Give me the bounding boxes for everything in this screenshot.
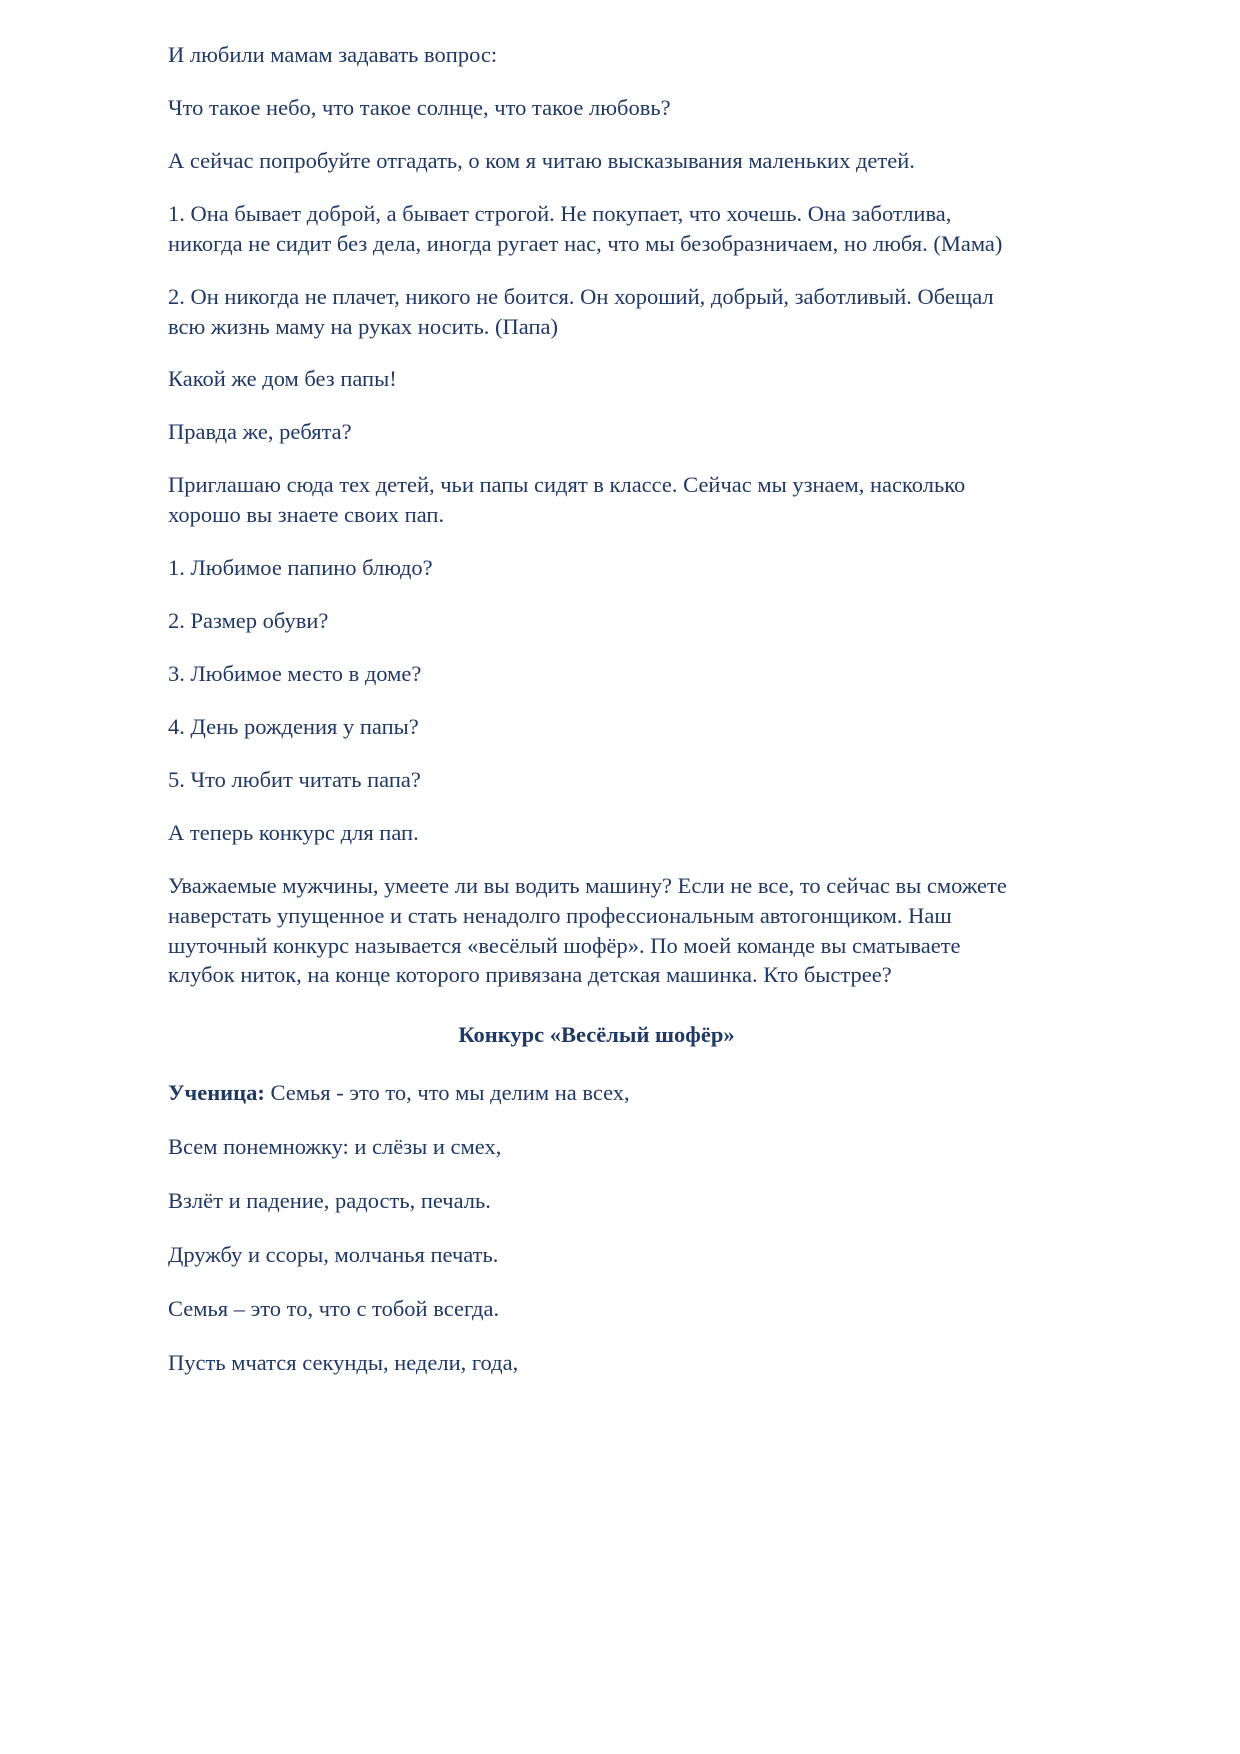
paragraph-riddle-2: 2. Он никогда не плачет, никого не боится. Он хороший, добрый, заботливый. Обещал всю жизнь маму на руках носить. (Папа): [168, 283, 994, 339]
paragraph-quiz-4: 4. День рождения у папы?: [168, 713, 419, 739]
paragraph-riddle-1: 1. Она бывает доброй, а бывает строгой. Не покупает, что хочешь. Она заботлива, никогда не сидит без дела, иногда ругает нас, что мы безобразничаем, но любя. (Мама): [168, 200, 1003, 256]
paragraph-house-without-dad: Какой же дом без папы!: [168, 366, 397, 392]
paragraph-quiz-1: 1. Любимое папино блюдо?: [168, 555, 433, 581]
section-heading-contest: Конкурс «Весёлый шофёр»: [458, 1022, 735, 1048]
paragraph-quiz-3: 3. Любимое место в доме?: [168, 660, 422, 686]
verse-first-line: [168, 1078, 1025, 1108]
speaker-label: Ученица:: [168, 1080, 265, 1106]
document-body: [168, 40, 1025, 1378]
paragraph-right-kids: Правда же, ребята?: [168, 419, 352, 445]
paragraph-contest-rules: Уважаемые мужчины, умеете ли вы водить машину? Если не все, то сейчас вы сможете наверстать упущенное и стать ненадолго профессиональным автогонщиком. Наш шуточный конкурс называется «весёлый шофёр». По моей команде вы сматываете клубок ниток, на конце которого привязана детская машинка. Кто быстрее?: [168, 872, 1007, 988]
paragraph-quiz-5: 5. Что любит читать папа?: [168, 766, 421, 792]
paragraph-question: Что такое небо, что такое солнце, что такое любовь?: [168, 94, 671, 120]
paragraph-contest-for-dads: А теперь конкурс для пап.: [168, 819, 419, 845]
paragraph-guess-intro: А сейчас попробуйте отгадать, о ком я читаю высказывания маленьких детей.: [168, 147, 915, 173]
verse-line: Взлёт и падение, радость, печаль.: [168, 1188, 491, 1214]
verse-line: Пусть мчатся секунды, недели, года,: [168, 1349, 519, 1375]
paragraph-invite-children: Приглашаю сюда тех детей, чьи папы сидят в классе. Сейчас мы узнаем, насколько хорошо вы знаете своих пап.: [168, 472, 966, 528]
paragraph-quiz-2: 2. Размер обуви?: [168, 608, 329, 634]
verse-line-text: Семья - это то, что мы делим на всех,: [270, 1080, 630, 1106]
verse-line: Семья – это то, что с тобой всегда.: [168, 1295, 500, 1321]
verse-line: Всем понемножку: и слёзы и смех,: [168, 1134, 502, 1160]
verse-line: Дружбу и ссоры, молчанья печать.: [168, 1242, 499, 1268]
paragraph-question-intro: И любили мамам задавать вопрос:: [168, 42, 498, 67]
